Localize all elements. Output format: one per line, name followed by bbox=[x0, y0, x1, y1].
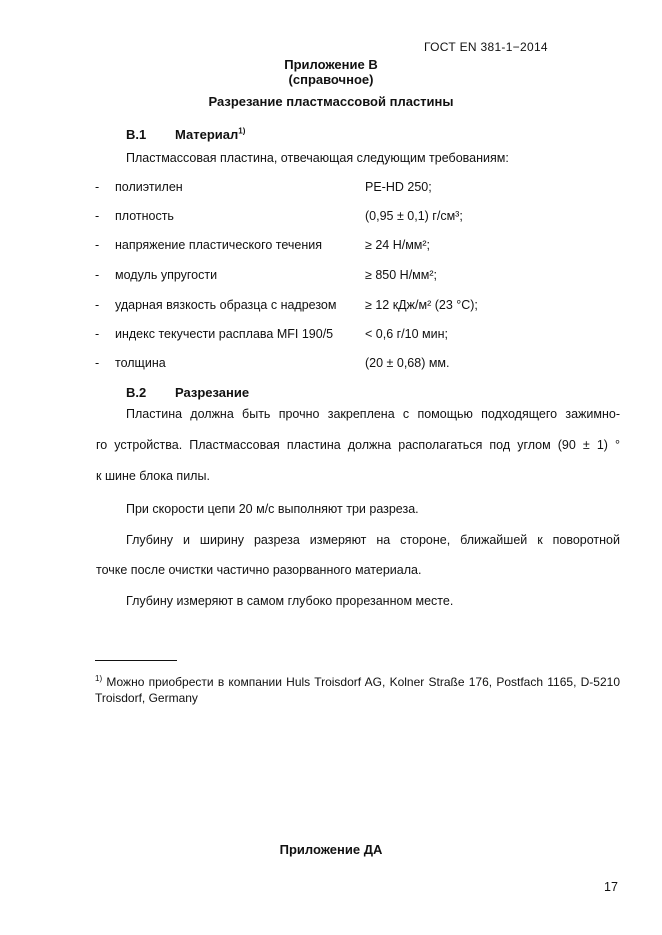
page-number: 17 bbox=[604, 880, 618, 894]
property-name: ударная вязкость образца с надрезом bbox=[115, 298, 337, 312]
section1-intro: Пластмассовая пластина, отвечающая следующим требованиям: bbox=[126, 151, 509, 165]
property-name: модуль упругости bbox=[115, 268, 218, 282]
list-bullet: - bbox=[95, 268, 100, 282]
list-bullet: - bbox=[95, 327, 100, 341]
next-appendix-title: Приложение ДА bbox=[279, 842, 383, 857]
standard-code: ГОСТ EN 381-1−2014 bbox=[424, 40, 548, 54]
property-value: ≥ 24 Н/мм²; bbox=[365, 238, 431, 252]
footnote bbox=[95, 674, 620, 706]
appendix-heading: Разрезание пластмассовой пластины bbox=[208, 94, 454, 109]
property-name: полиэтилен bbox=[115, 180, 183, 194]
paragraph-line: к шине блока пилы. bbox=[96, 469, 210, 483]
property-value: PE-HD 250; bbox=[365, 180, 432, 194]
property-name: плотность bbox=[115, 209, 174, 223]
section1-title: Материал$^{1)}$ bbox=[175, 126, 246, 142]
paragraph: При скорости цепи 20 м/с выполняют три разреза. bbox=[126, 502, 419, 516]
section2-number: В.2 bbox=[126, 385, 147, 400]
property-name: толщина bbox=[115, 356, 166, 370]
list-bullet: - bbox=[95, 209, 100, 223]
property-value: ≥ 850 Н/мм²; bbox=[365, 268, 437, 282]
appendix-title: Приложение В bbox=[284, 57, 378, 72]
section2-title: Разрезание bbox=[175, 385, 250, 400]
footnote-separator bbox=[95, 660, 177, 661]
footnote-reference: 1) bbox=[238, 126, 246, 136]
appendix-subtitle: (справочное) bbox=[288, 72, 374, 87]
property-value: < 0,6 г/10 мин; bbox=[365, 327, 448, 341]
paragraph: Глубину измеряют в самом глубоко прорезанном месте. bbox=[126, 594, 454, 608]
list-bullet: - bbox=[95, 238, 100, 252]
paragraph-line: го устройства. Пластмассовая пластина должна располагаться под углом (90 ± 1) ° bbox=[96, 438, 620, 452]
footnote-text: Можно приобрести в компании Huls Troisdorf AG, Kolner Straße 176, Postfach 1165, D-5210 Troisdorf, Germany bbox=[95, 675, 620, 705]
property-value: (0,95 ± 0,1) г/см³; bbox=[365, 209, 463, 223]
list-bullet: - bbox=[95, 356, 100, 370]
paragraph-line: Пластина должна быть прочно закреплена с помощью подходящего зажимно- bbox=[126, 407, 620, 421]
paragraph-line: точке после очистки частично разорванного материала. bbox=[96, 563, 422, 577]
property-name: индекс текучести расплава MFI 190/5 bbox=[115, 327, 334, 341]
paragraph-line: Глубину и ширину разреза измеряют на стороне, ближайшей к поворотной bbox=[126, 533, 620, 547]
property-name: напряжение пластического течения bbox=[115, 238, 323, 252]
footnote-mark: 1) bbox=[95, 674, 103, 683]
property-value: (20 ± 0,68) мм. bbox=[365, 356, 450, 370]
property-value: ≥ 12 кДж/м² (23 °С); bbox=[365, 298, 478, 312]
section1-number: В.1 bbox=[126, 127, 147, 142]
list-bullet: - bbox=[95, 180, 100, 194]
list-bullet: - bbox=[95, 298, 100, 312]
